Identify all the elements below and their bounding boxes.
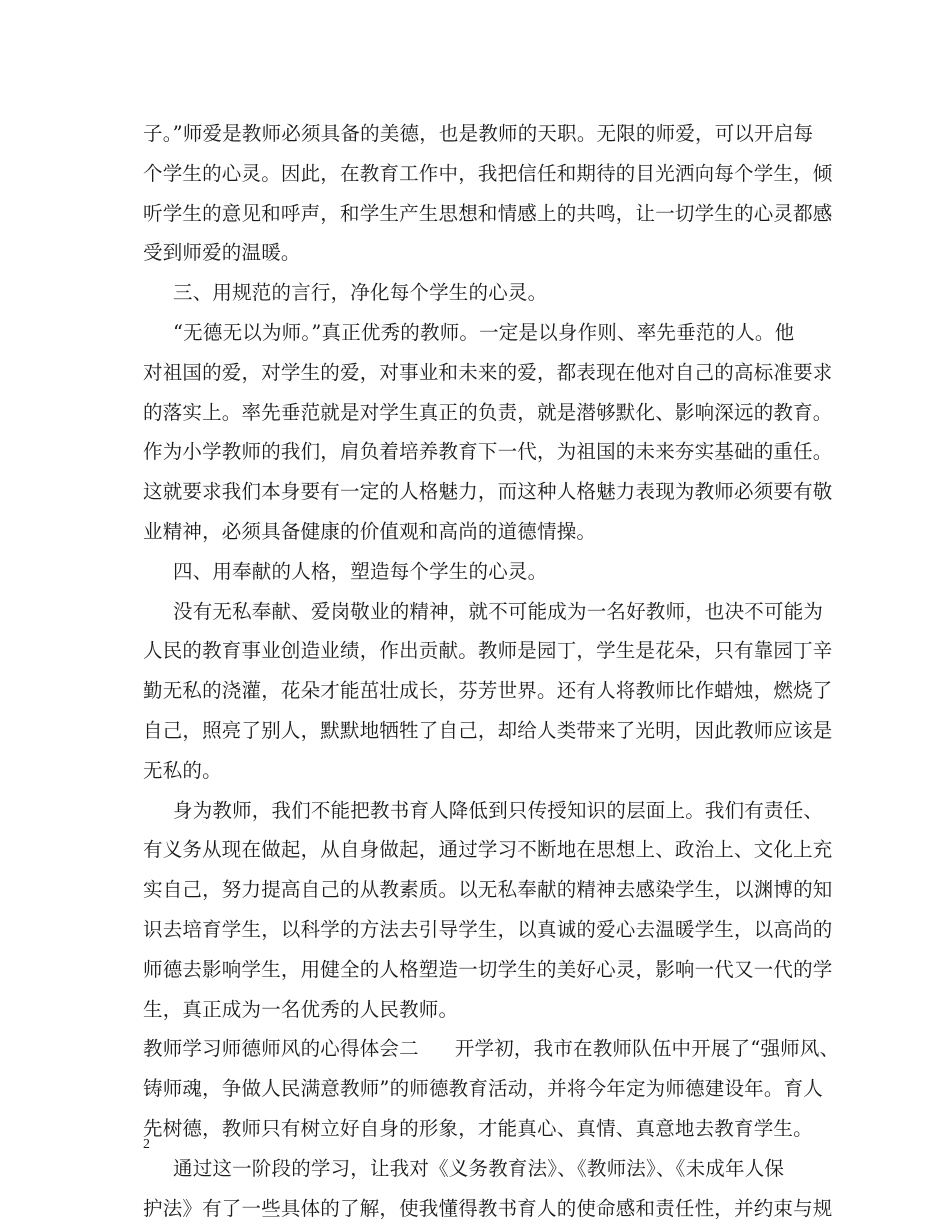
text-line: 识去培育学生，以科学的方法去引导学生，以真诚的爱心去温暖学生，以高尚的 xyxy=(143,917,833,941)
text-line: 护法》有了一些具体的了解，使我懂得教书育人的使命感和责任性，并约束与规 xyxy=(143,1196,833,1220)
section-title: 教师学习师德师风的心得体会二 xyxy=(143,1037,419,1061)
text-line: 有义务从现在做起，从自身做起，通过学习不断地在思想上、政治上、文化上充 xyxy=(143,838,833,862)
text-line: 铸师魂，争做人民满意教师”的师德教育活动，并将今年定为师德建设年。育人 xyxy=(143,1077,823,1101)
section-title-line xyxy=(143,1029,840,1069)
text-line: 业精神，必须具备健康的价值观和高尚的道德情操。 xyxy=(143,519,597,543)
text-line: 先树德，教师只有树立好自身的形象，才能真心、真情、真意地去教育学生。 xyxy=(143,1116,813,1140)
text-line: 三、用规范的言行，净化每个学生的心灵。 xyxy=(173,281,548,305)
text-line: 生，真正成为一名优秀的人民教师。 xyxy=(143,997,459,1021)
text-line: 无私的。 xyxy=(143,758,222,782)
text-line: 对祖国的爱，对学生的爱，对事业和未来的爱，都表现在他对自己的高标准要求 xyxy=(143,360,833,384)
text-line: 通过这一阶段的学习，让我对《义务教育法》、《教师法》、《未成年人保 xyxy=(173,1156,785,1180)
text-line: 受到师爱的温暖。 xyxy=(143,241,301,265)
text-line: 这就要求我们本身要有一定的人格魅力，而这种人格魅力表现为教师必须要有敬 xyxy=(143,480,833,504)
text-line: 个学生的心灵。因此，在教育工作中，我把信任和期待的目光洒向每个学生，倾 xyxy=(143,161,833,185)
page-number: 2 xyxy=(143,1137,150,1152)
text-line: 人民的教育事业创造业绩，作出贡献。教师是园丁，学生是花朵，只有靠园丁辛 xyxy=(143,639,833,663)
text-line: 四、用奉献的人格，塑造每个学生的心灵。 xyxy=(173,559,548,583)
document-body xyxy=(143,114,840,1228)
text-line: 身为教师，我们不能把教书育人降低到只传授知识的层面上。我们有责任、 xyxy=(173,798,824,822)
text-line: 听学生的意见和呼声，和学生产生思想和情感上的共鸣，让一切学生的心灵都感 xyxy=(143,201,833,225)
text-line: 实自己，努力提高自己的从教素质。以无私奉献的精神去感染学生，以渊博的知 xyxy=(143,878,833,902)
text-line: 作为小学教师的我们，肩负着培养教育下一代，为祖国的未来夯实基础的重任。 xyxy=(143,440,833,464)
text-line: 的落实上。率先垂范就是对学生真正的负责，就是潜够默化、影响深远的教育。 xyxy=(143,400,833,424)
text-line: 没有无私奉献、爱岗敬业的精神，就不可能成为一名好教师，也决不可能为 xyxy=(173,599,824,623)
text-line: “无德无以为师。”真正优秀的教师。一定是以身作则、率先垂范的人。他 xyxy=(173,320,795,344)
text-line: 勤无私的浇灌，花朵才能茁壮成长，芬芳世界。还有人将教师比作蜡烛，燃烧了 xyxy=(143,679,833,703)
section-first-sentence: 开学初，我市在教师队伍中开展了“强师风、 xyxy=(454,1037,840,1061)
text-line: 子。”师爱是教师必须具备的美德，也是教师的天职。无限的师爱，可以开启每 xyxy=(143,122,814,145)
text-line: 自己，照亮了别人，默默地牺牲了自己，却给人类带来了光明，因此教师应该是 xyxy=(143,718,833,742)
text-line: 师德去影响学生，用健全的人格塑造一切学生的美好心灵，影响一代又一代的学 xyxy=(143,957,833,981)
